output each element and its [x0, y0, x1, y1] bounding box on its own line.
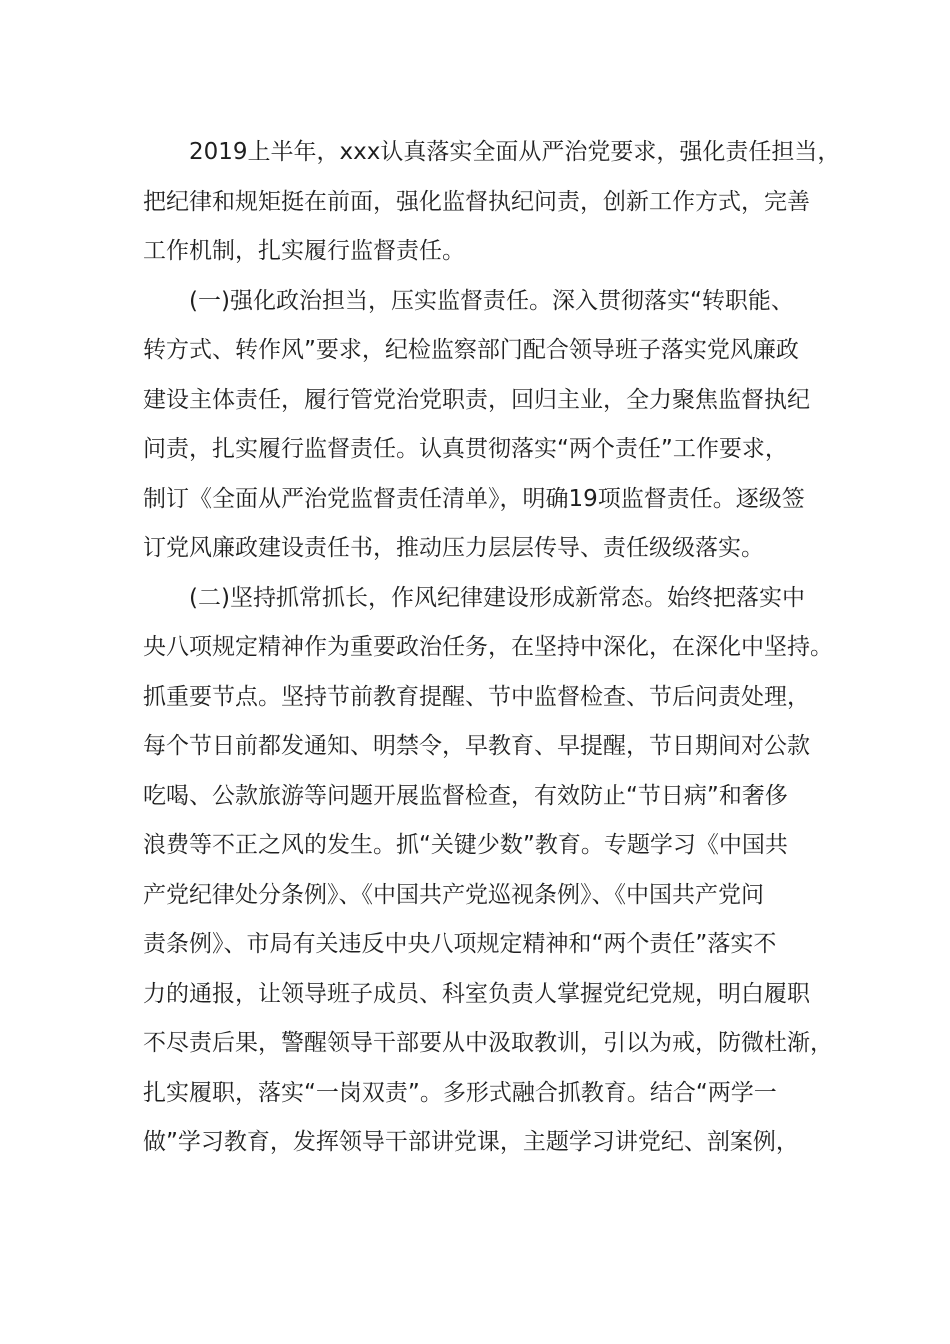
text-line: 吃喝、公款旅游等问题开展监督检查，有效防止“节日病”和奢侈 [143, 782, 788, 809]
text-line: 把纪律和规矩挺在前面，强化监督执纪问责，创新工作方式，完善 [143, 188, 810, 215]
text-line: 建设主体责任，履行管党治党职责，回归主业，全力聚焦监督执纪 [143, 386, 810, 413]
text-line: 产党纪律处分条例》、《中国共产党巡视条例》、《中国共产党问 [143, 881, 764, 908]
paragraph-2 [143, 277, 810, 574]
text-line: 不尽责后果，警醒领导干部要从中汲取教训，引以为戒，防微杜渐， [143, 1030, 833, 1056]
document-body [143, 128, 841, 1168]
text-line: 制订《全面从严治党监督责任清单》，明确19项监督责任。逐级签 [143, 485, 805, 512]
text-line: 扎实履职，落实“一岗双责”。多形式融合抓教育。结合“两学一 [143, 1079, 777, 1106]
text-line: 浪费等不正之风的发生。抓“关键少数”教育。专题学习《中国共 [143, 832, 788, 858]
text-line: 责条例》、市局有关违反中央八项规定精神和“两个责任”落实不 [143, 931, 777, 957]
text-line: 2019上半年，xxx认真落实全面从严治党要求，强化责任担当， [189, 139, 841, 165]
text-line: 力的通报，让领导班子成员、科室负责人掌握党纪党规，明白履职 [143, 980, 810, 1007]
paragraph-3 [143, 574, 833, 1168]
text-line: 问责，扎实履行监督责任。认真贯彻落实“两个责任”工作要求， [143, 436, 788, 462]
text-line: (一)强化政治担当，压实监督责任。深入贯彻落实“转职能、 [189, 287, 794, 314]
text-line: 每个节日前都发通知、明禁令，早教育、早提醒，节日期间对公款 [143, 733, 810, 759]
text-line: 转方式、转作风”要求，纪检监察部门配合领导班子落实党风廉政 [143, 337, 799, 363]
text-line: 工作机制，扎实履行监督责任。 [143, 238, 465, 264]
paragraph-1 [143, 128, 841, 277]
text-line: 做”学习教育，发挥领导干部讲党课，主题学习讲党纪、剖案例， [143, 1129, 799, 1155]
text-line: 订党风廉政建设责任书，推动压力层层传导、责任级级落实。 [143, 535, 764, 561]
text-line: 抓重要节点。坚持节前教育提醒、节中监督检查、节后问责处理， [143, 683, 810, 710]
text-line: (二)坚持抓常抓长，作风纪律建设形成新常态。始终把落实中 [189, 584, 805, 611]
text-line: 央八项规定精神作为重要政治任务，在坚持中深化，在深化中坚持。 [143, 634, 833, 660]
